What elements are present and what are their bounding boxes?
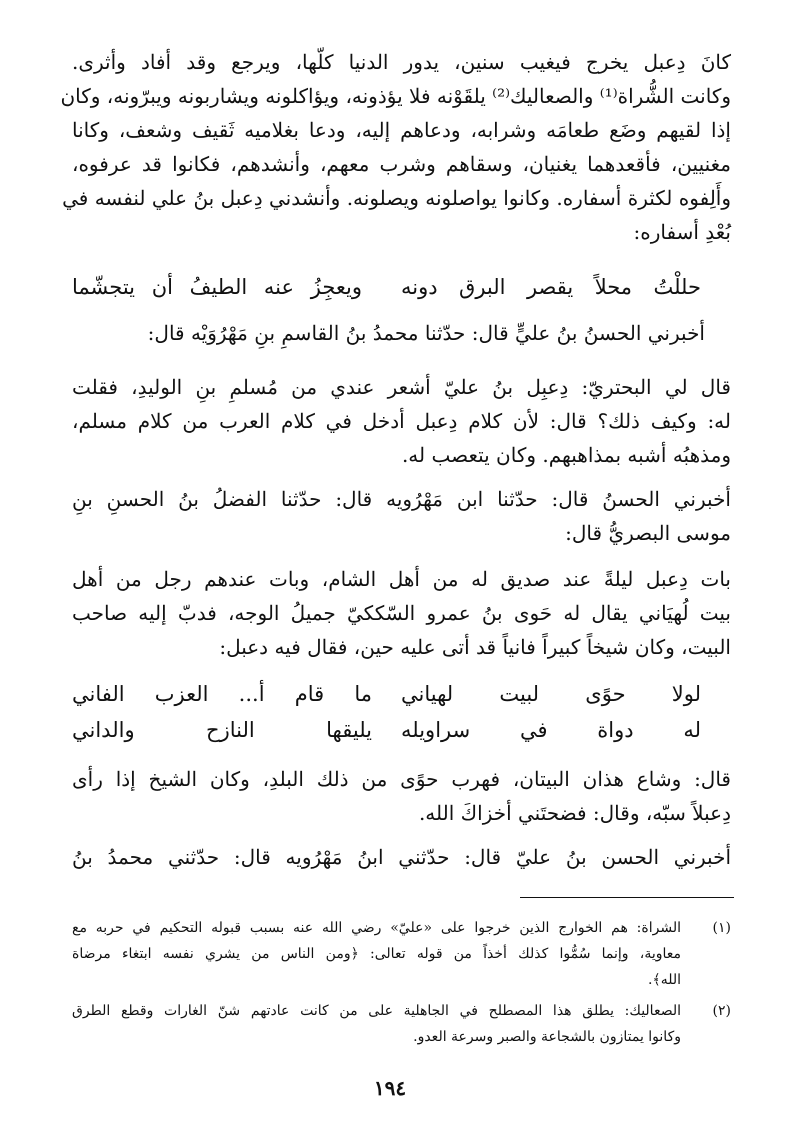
footnote-line: الشراة: هم الخوارج الذين خرجوا على «عليّ» رضي الله عنه بسبب قبوله التحكيم في حربه مع bbox=[72, 920, 681, 936]
isnad-line: أخبرني الحسنُ قال: حدّثنا ابن مَهْرُويه قال: حدّثنا الفضلُ بنُ الحسنِ بنِ bbox=[72, 487, 731, 511]
paragraph-line: كانَ دِعبل يخرج فيغيب سنين، يدور الدنيا كلّها، ويرجع وقد أفاد وأثرى. bbox=[72, 50, 731, 74]
paragraph-line: وأَلِفوه لكثرة أسفاره. وكانوا يواصلونه ويصلونه. وأنشدني دِعبل بنُ علي لنفسه في bbox=[62, 186, 731, 210]
verse-hemistich-second: ويعجِزُ عنه الطيفُ أن يتجشّما bbox=[72, 275, 362, 299]
verse-hemistich-first: لولا حوًى لبيت لهياني bbox=[401, 682, 701, 706]
isnad-line: موسى البصريُّ قال: bbox=[565, 521, 731, 545]
verse-hemistich-first: حللْتُ محلاً يقصر البرق دونه bbox=[401, 275, 701, 299]
paragraph-line: مغنيين، فأقعدهما يغنيان، وسقاهم وشرب معهم، وأنشدهم، فكانوا قد عرفوه، bbox=[72, 152, 731, 176]
paragraph-line: له: وكيف ذلك؟ قال: لأن كلام دِعبل أدخل في كلام العرب من كلام مسلم، bbox=[72, 409, 731, 433]
paragraph-line: بيت لُهيَاني يقال له حَوى بنُ عمرو السّككيّ جميلُ الوجه، فدبّ إليه صاحب bbox=[72, 601, 731, 625]
paragraph-line: إذا لقيهم وضَع طعامَه وشرابه، ودعاهم إليه، ودعا بغلاميه ثَقيف وشعف، وكانا bbox=[72, 118, 731, 142]
isnad-line: أخبرني الحسن بنُ عليّ قال: حدّثني ابنُ مَهْرُويه قال: حدّثني محمدُ بنُ bbox=[72, 845, 731, 869]
paragraph-line: البيت، وكان شيخاً كبيراً فانياً قد أتى عليه حين، فقال فيه دعبل: bbox=[219, 635, 731, 659]
paragraph-line: بات دِعبل ليلةً عند صديق له من أهل الشام، وبات عندهم رجل من أهل bbox=[72, 567, 731, 591]
footnote-line: الصعاليك: يطلق هذا المصطلح في الجاهلية على من كانت عادتهم شنّ الغارات وقطع الطرق bbox=[72, 1003, 681, 1019]
footnote-line: معاوية، وإنما سُمُّوا كذلك أخذاً من قوله تعالى: ﴿ومن الناس من يشري نفسه ابتغاء مرضاة bbox=[72, 946, 681, 962]
paragraph-line: دِعبلاً سبّه، وقال: فضحتَني أخزاكَ الله. bbox=[418, 801, 731, 825]
paragraph-line: بُعْدِ أسفاره: bbox=[633, 220, 731, 244]
paragraph-line: قال: وشاع هذان البيتان، فهرب حوًى من ذلك البلدِ، وكان الشيخ إذا رأى bbox=[72, 767, 731, 791]
verse-hemistich-second: يليقها النازح والداني bbox=[72, 718, 372, 742]
isnad-line: أخبرني الحسنُ بنُ عليٍّ قال: حدّثنا محمدُ بنُ القاسمِ بنِ مَهْرُوَيْه قال: bbox=[147, 321, 705, 345]
footnote-line: الله﴾. bbox=[648, 972, 681, 988]
verse-hemistich-first: له دواة في سراويله bbox=[401, 718, 701, 742]
page-number: ١٩٤ bbox=[373, 1076, 407, 1100]
footnote-line: وكانوا يمتازون بالشجاعة والصبر وسرعة العدو. bbox=[413, 1029, 681, 1045]
footnote-number: (٢) bbox=[712, 1003, 731, 1019]
verse-hemistich-second: ما قام أ... العزب الفاني bbox=[72, 682, 372, 706]
paragraph-line: قال لي البحتريّ: دِعبِل بنُ عليّ أشعر عندي من مُسلمِ بنِ الوليدِ، فقلت bbox=[72, 375, 731, 399]
paragraph-line: وكانت الشُّراة⁽¹⁾ والصعاليك⁽²⁾ يلقَوْنه فلا يؤذونه، ويؤاكلونه ويشاربونه ويبرّونه، وكان bbox=[60, 84, 731, 108]
footnote-separator bbox=[520, 897, 734, 898]
footnote-number: (١) bbox=[712, 920, 731, 936]
paragraph-line: ومذهبُه أشبه بمذاهبهم. وكان يتعصب له. bbox=[401, 443, 731, 467]
